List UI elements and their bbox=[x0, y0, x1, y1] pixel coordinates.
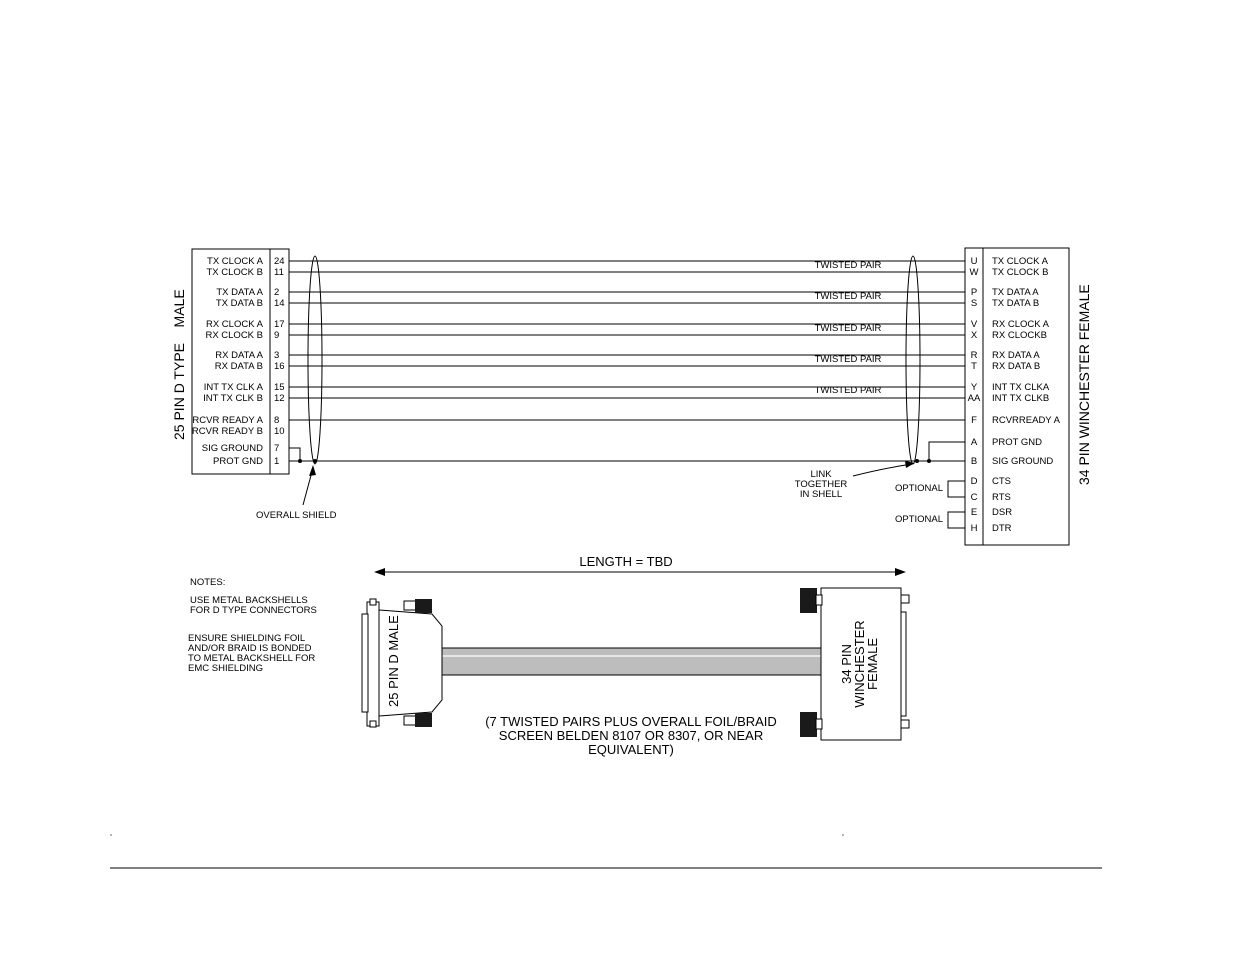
right-signal-label: DSR bbox=[992, 507, 1013, 518]
left-pin-number: 1 bbox=[274, 456, 280, 467]
twisted-pair-label: TWISTED PAIR bbox=[814, 323, 882, 334]
left-signal-label: TX CLOCK A bbox=[207, 256, 263, 267]
left-pin-number: 17 bbox=[274, 319, 285, 330]
right-pin-letter: V bbox=[970, 319, 978, 330]
right-connector-body-label-2: WINCHESTER bbox=[852, 620, 867, 708]
right-connector-title: 34 PIN WINCHESTER FEMALE bbox=[1076, 284, 1092, 485]
left-junction-dot-1 bbox=[298, 459, 302, 463]
left-connector-body-label: 25 PIN D MALE bbox=[386, 615, 401, 707]
right-pin-letter: R bbox=[970, 350, 978, 361]
twisted-pair-label: TWISTED PAIR bbox=[814, 260, 882, 271]
left-pin-number: 12 bbox=[274, 393, 285, 404]
left-d-pin-bottom bbox=[370, 721, 376, 727]
right-connector-body-label-1: 34 PIN bbox=[839, 644, 854, 684]
right-signal-label: RX DATA B bbox=[992, 361, 1041, 372]
optional-bracket-dsr-dtr bbox=[948, 512, 965, 528]
left-pin-number: 15 bbox=[274, 382, 285, 393]
right-ground-jumper bbox=[929, 442, 965, 461]
twisted-pair-label: TWISTED PAIR bbox=[814, 291, 882, 302]
right-pin-letter: C bbox=[970, 492, 978, 503]
length-label: LENGTH = TBD bbox=[579, 554, 673, 569]
left-pin-number: 11 bbox=[274, 267, 284, 278]
left-signal-label: TX DATA B bbox=[215, 298, 263, 309]
left-signal-label: INT TX CLK B bbox=[203, 393, 263, 404]
optional-label-1: OPTIONAL bbox=[895, 483, 944, 494]
optional-label-2: OPTIONAL bbox=[895, 514, 944, 525]
left-overall-shield-ellipse bbox=[308, 256, 322, 464]
right-connector-body-label-3: FEMALE bbox=[865, 637, 880, 691]
right-pin-letter: H bbox=[970, 523, 978, 534]
left-signal-label: TX DATA A bbox=[216, 287, 263, 298]
left-pin-number: 10 bbox=[274, 426, 285, 437]
left-pin-number: 7 bbox=[274, 443, 280, 454]
left-pin-number: 24 bbox=[274, 256, 285, 267]
optional-bracket-cts-rts bbox=[948, 481, 965, 497]
right-overall-shield-ellipse bbox=[906, 256, 920, 464]
left-signal-label: PROT GND bbox=[213, 456, 263, 467]
left-signal-label: SIG GROUND bbox=[201, 443, 263, 454]
right-signal-label: RX CLOCKB bbox=[992, 330, 1047, 341]
right-winchester-face bbox=[901, 612, 906, 716]
twisted-pair-label: TWISTED PAIR bbox=[814, 354, 882, 365]
right-pin-letter: P bbox=[970, 287, 978, 298]
left-signal-label: RX CLOCK B bbox=[205, 330, 263, 341]
left-junction-dot-2 bbox=[313, 459, 317, 463]
cable-spec-line2: SCREEN BELDEN 8107 OR 8307, OR NEAR bbox=[498, 728, 764, 743]
right-pin-letter: A bbox=[970, 437, 978, 448]
right-signal-label: INT TX CLKB bbox=[992, 393, 1050, 404]
right-screw-bottom-post bbox=[816, 719, 822, 729]
right-signal-label: INT TX CLKA bbox=[992, 382, 1050, 393]
right-signal-label: TX DATA A bbox=[992, 287, 1039, 298]
right-signal-label: CTS bbox=[992, 476, 1011, 487]
right-pin-letter: W bbox=[969, 267, 979, 278]
left-d-screw-bottom-post bbox=[404, 716, 416, 725]
right-junction-dot-1 bbox=[915, 459, 919, 463]
right-signal-label: PROT GND bbox=[992, 437, 1042, 448]
footer-speck-left bbox=[110, 834, 111, 835]
right-pin-letter: F bbox=[971, 415, 977, 426]
right-screw-top-post bbox=[816, 595, 822, 605]
left-d-pin-top bbox=[370, 599, 376, 605]
length-arrowhead-left bbox=[374, 568, 385, 576]
left-pin-number: 16 bbox=[274, 361, 285, 372]
note2-line2: AND/OR BRAID IS BONDED bbox=[188, 643, 312, 654]
right-screw-bottom-head bbox=[800, 712, 817, 737]
left-pin-number: 14 bbox=[274, 298, 285, 309]
note1-line1: USE METAL BACKSHELLS bbox=[190, 595, 308, 606]
twisted-pair-labels bbox=[815, 260, 882, 396]
right-pin-bottom bbox=[901, 720, 909, 728]
left-signal-label: RX DATA A bbox=[215, 350, 263, 361]
cable-body bbox=[440, 648, 822, 675]
left-pin-number: 3 bbox=[274, 350, 280, 361]
right-junction-dot-2 bbox=[927, 459, 931, 463]
left-pin-number: 9 bbox=[274, 330, 280, 341]
right-pin-letter: Y bbox=[970, 382, 978, 393]
right-pin-letter: B bbox=[970, 456, 978, 467]
left-signal-label: RCVR READY A bbox=[192, 415, 263, 426]
left-connector-block bbox=[171, 249, 289, 474]
right-screw-top-head bbox=[800, 588, 817, 613]
notes-heading: NOTES: bbox=[190, 577, 226, 588]
right-connector-block bbox=[965, 248, 1092, 545]
right-signal-label: TX CLOCK B bbox=[992, 267, 1049, 278]
left-signal-label: TX CLOCK B bbox=[206, 267, 263, 278]
right-pin-letter: X bbox=[970, 330, 978, 341]
left-ground-jumper bbox=[289, 448, 300, 461]
note2-line1: ENSURE SHIELDING FOIL bbox=[188, 633, 306, 644]
cable-spec-line1: (7 TWISTED PAIRS PLUS OVERALL FOIL/BRAID bbox=[485, 714, 777, 729]
left-pin-number: 8 bbox=[274, 415, 280, 426]
right-signal-label: RCVRREADY A bbox=[992, 415, 1060, 426]
right-signal-label: TX CLOCK A bbox=[992, 256, 1048, 267]
note1-line2: FOR D TYPE CONNECTORS bbox=[190, 605, 317, 616]
right-signal-label: RTS bbox=[992, 492, 1011, 503]
link-label-line2: TOGETHER bbox=[794, 479, 848, 490]
cable-spec-line3: EQUIVALENT) bbox=[588, 742, 674, 757]
link-label-line3: IN SHELL bbox=[799, 489, 843, 500]
left-signal-label: RX CLOCK A bbox=[205, 319, 263, 330]
left-d-flange bbox=[367, 602, 379, 726]
right-signal-label: RX DATA A bbox=[992, 350, 1040, 361]
right-signal-label: DTR bbox=[992, 523, 1012, 534]
left-signal-label: RCVR READY B bbox=[191, 426, 263, 437]
length-arrowhead-right bbox=[895, 568, 906, 576]
right-signal-label: RX CLOCK A bbox=[992, 319, 1050, 330]
left-d-screw-top-post bbox=[404, 601, 416, 610]
note2-line3: TO METAL BACKSHELL FOR bbox=[188, 653, 316, 664]
overall-shield-label: OVERALL SHIELD bbox=[256, 510, 337, 521]
right-pin-letter: S bbox=[970, 298, 978, 309]
right-signal-label: SIG GROUND bbox=[992, 456, 1054, 467]
left-d-screw-top-head bbox=[415, 599, 432, 613]
footer-speck-right bbox=[842, 834, 843, 835]
right-pin-letter: T bbox=[971, 361, 977, 372]
right-signal-label: TX DATA B bbox=[992, 298, 1040, 309]
link-label-line1: LINK bbox=[810, 469, 832, 480]
link-together-arrowhead bbox=[905, 461, 915, 468]
right-pin-letter: AA bbox=[967, 393, 981, 404]
right-pin-top bbox=[901, 595, 909, 603]
twisted-pair-label: TWISTED PAIR bbox=[814, 385, 882, 396]
overall-shield-arrowhead bbox=[309, 465, 316, 476]
right-pin-letter: U bbox=[970, 256, 978, 267]
left-signal-label: INT TX CLK A bbox=[203, 382, 263, 393]
left-d-screw-bottom-head bbox=[415, 713, 432, 727]
left-d-face bbox=[362, 614, 368, 712]
left-connector-title: 25 PIN D TYPE MALE bbox=[171, 289, 187, 440]
left-signal-label: RX DATA B bbox=[214, 361, 263, 372]
note2-line4: EMC SHIELDING bbox=[188, 663, 263, 674]
link-together-arrow bbox=[853, 464, 912, 476]
left-pin-number: 2 bbox=[274, 287, 280, 298]
right-pin-letter: E bbox=[970, 507, 978, 518]
right-pin-letter: D bbox=[970, 476, 978, 487]
